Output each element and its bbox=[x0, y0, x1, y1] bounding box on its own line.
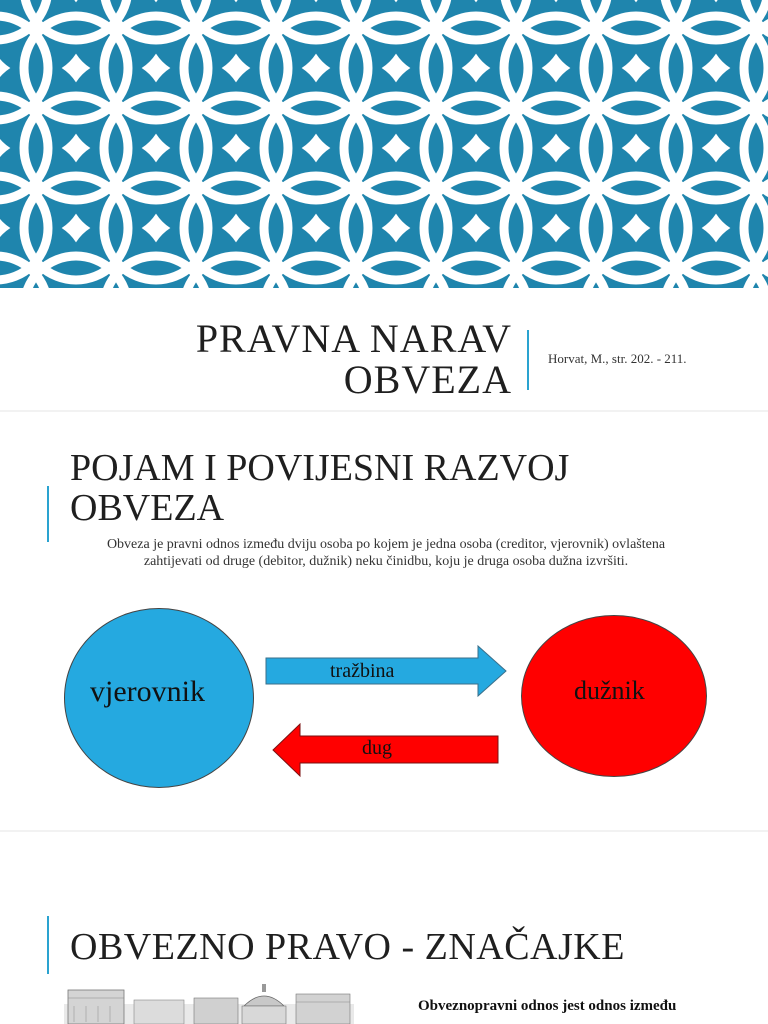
debt-label: dug bbox=[362, 737, 392, 759]
definition-text: Obveza je pravni odnos između dviju osoba po kojem je jedna osoba (creditor, vjerovnik) ovlaštena zahtijevati od druge (debitor, dužnik) neku činidbu, koju je druga osoba dužna izvršiti. bbox=[106, 537, 666, 569]
debtor-label: dužnik bbox=[574, 676, 645, 705]
slide-separator bbox=[0, 830, 768, 832]
heading-line-1: POJAM I POVIJESNI RAZVOJ bbox=[70, 447, 570, 489]
body-text: Obveznopravni odnos jest odnos između bbox=[418, 998, 677, 1014]
creditor-label: vjerovnik bbox=[90, 675, 205, 708]
title-line-1: PRAVNA NARAV bbox=[195, 316, 512, 361]
heading-line-2: OBVEZA bbox=[70, 487, 225, 529]
slide-heading: OBVEZNO PRAVO - ZNAČAJKE bbox=[70, 926, 625, 968]
claim-label: tražbina bbox=[330, 660, 395, 682]
title-line-2: OBVEZA bbox=[343, 357, 512, 402]
reference-text: Horvat, M., str. 202. - 211. bbox=[548, 351, 687, 366]
historic-city-sketch bbox=[64, 984, 354, 1024]
heading-accent-bar bbox=[47, 916, 49, 974]
